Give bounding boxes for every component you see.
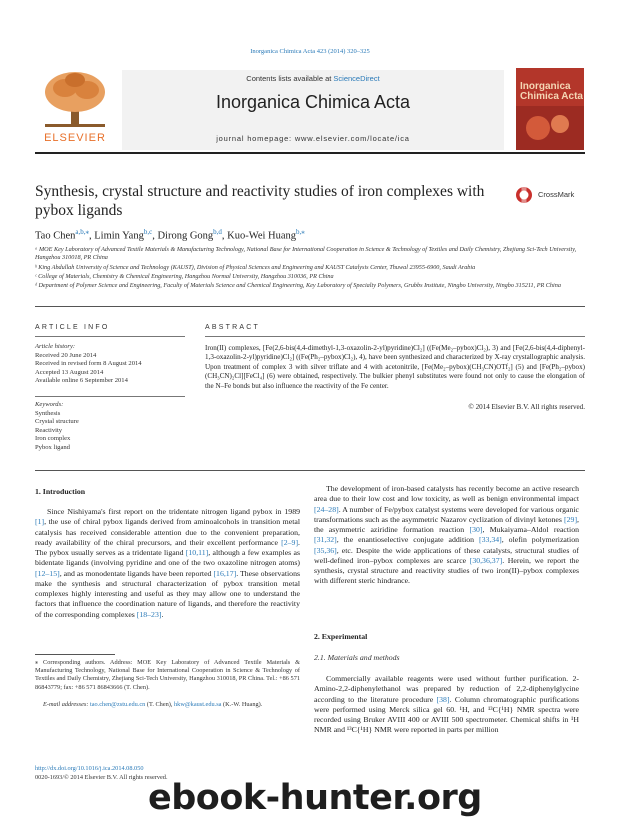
affiliation-d: ᵈ Department of Polymer Science and Engineering, Faculty of Materials Science and Chemical Engineering, Key Laboratory of Specialty Polymers, Grubbs Institute, Ningbo University, Ningbo 315211, PR China [35,282,561,289]
citation-link[interactable]: [16,17] [213,568,237,578]
citation-link[interactable]: [38] [436,694,450,704]
journal-cover-image [516,68,584,150]
cover-title-line-2: Chimica Acta [520,91,583,102]
author-affiliation-mark[interactable]: b,d [213,228,222,236]
crossmark-icon [515,186,535,204]
affiliation-b: ᵇ King Abdullah University of Science and Technology (KAUST), Division of Physical Sciences and Engineering and KAUST Catalysis Center, Thuwal 23955-6900, Saudi Arabia [35,264,476,271]
body-text: , olefin polymerization [501,535,580,545]
experimental-heading: 2. Experimental [314,632,368,641]
email-link-huang[interactable]: hkw@kaust.edu.sa [174,701,222,708]
keyword: Pybox ligand [35,443,70,451]
citation-link[interactable]: [24–28] [314,504,339,514]
history-item: Received in revised form 8 August 2014 [35,360,142,368]
materials-methods-heading: 2.1. Materials and methods [314,653,400,662]
citation-link[interactable]: [30,36,37] [469,555,503,565]
journal-title: Inorganica Chimica Acta [215,92,411,112]
abstract-copyright: © 2014 Elsevier B.V. All rights reserved. [468,403,585,411]
keywords-rule [35,396,185,397]
author-name: Dirong Gong [157,230,214,242]
history-label: Article history: [35,343,76,350]
body-text: . Herein, we report the synthesis, crystal structure and reactivity studies of two iron(II)–pybox complexes with different steric hindrance. [314,555,579,586]
keywords [35,401,185,453]
introduction-paragraph-2 [314,484,579,587]
history-item: Received 20 June 2014 [35,351,97,359]
citation-link[interactable]: [35,36] [314,545,337,555]
citation-link[interactable]: [31,32] [314,535,337,545]
journal-reference[interactable]: Inorganica Chimica Acta 423 (2014) 320–325 [250,48,370,55]
history-item: Available online 6 September 2014 [35,377,128,385]
contents-line [122,74,504,83]
citation-link[interactable]: [18–23] [136,609,162,619]
body-text: Since Nishiyama's first report on the tridentate nitrogen ligand pybox in 1989 [47,507,300,516]
body-text: Commercially available reagents were used without further purification. 2-Amino-2,2-diphenylethanol was prepared by reduction of 2,2-diphenylglycine according to the literature procedure [314,674,579,704]
cover-art [516,106,584,150]
keywords-label: Keywords: [35,401,64,408]
body-text: . The pybox usually serves as a tridentate ligand [35,537,300,557]
keyword: Iron complex [35,435,71,443]
abstract-heading: ABSTRACT [205,324,260,331]
abstract-rule [205,336,585,337]
sciencedirect-link[interactable]: ScienceDirect [333,74,380,83]
citation-link[interactable]: [29] [564,514,578,524]
author-list [35,228,305,242]
body-text: . These observations make the synthesis and structural characterization of pybox transition metal complexes highly interesting and useful as they may allow one to understand the factors that influence the coordination nature of ligands, and therefore the reactivity of the corresponding complexes [35,568,300,619]
body-text: . A number of Fe/pybox catalyst systems were developed for various organic transformations such as the asymmetric Nazarov cyclization of divinyl ketones [314,504,579,524]
body-text: . [161,609,164,619]
body-text: , and as monodentate ligands have been reported [59,568,214,578]
crossmark-label[interactable]: CrossMark [538,190,575,199]
article-info-rule [35,336,185,337]
body-text: , the use of chiral pybox ligands derived from aminoalcohols in transition metal catalysis has received considerable attention due to the convenient preparation, ready availability of the chiral precursors, and their excellent performance [35,517,300,547]
keyword: Crystal structure [35,418,79,426]
email-owner-chen: (T. Chen), [145,701,175,708]
email-owner-huang: (K.-W. Huang). [221,701,263,708]
introduction-paragraph-1 [35,507,300,620]
email-link-chen[interactable]: tao.chen@zstu.edu.cn [90,701,146,708]
contents-prefix: Contents lists available at [246,74,334,83]
author-separator: , [221,230,228,242]
cover-title-line-1: Inorganica [520,81,571,92]
keyword: Synthesis [35,409,61,417]
author-affiliation-mark[interactable]: a,b,⁎ [75,228,89,236]
author-affiliation-mark[interactable]: b,c [143,228,153,236]
article-info-heading: ARTICLE INFO [35,324,110,331]
body-text: , Mukaiyama–Aldol reaction [482,525,579,534]
body-text: , the asymmetric aziridine formation reaction [314,514,579,534]
abstract-text: Iron(II) complexes, [Fe(2,6-bis(4,4-dimethyl-1,3-oxazolin-2-yl)pyridine)Cl₂] ((Fe(Me₂–pybox)Cl₂), 3) and [Fe(2,6-bis(4,4-diphenyl-1,3-oxazolin-2-yl)pyridine)Cl₂] ((Fe(Ph₂–pybox)Cl₂), 4), have been synthesized and characterized by X-ray crystallographic analysis. Upon treatment of complex 3 with silver triflate and 4 with acetonitrile, [Fe(Me₂–pybox)(CH₃CN)OTf₂] (5) and [Fe(Ph₂–pybox)(CH₃CN)₂Cl][FeCl₄] (6) were obtained, respectively. The bulkier phenyl substitutes were found not only to cause the elongation of the N–Fe bonds but also influence the reactivity of the Fe center. [205,344,585,390]
corresponding-author-note: ⁎ Corresponding authors. Address: MOE Key Laboratory of Advanced Textile Materials & Manufacturing Technology, National Base for International Cooperation in Science & Technology of Textiles and Daily Chemistry, Zhejiang Sci-Tech University, Hangzhou 310018, PR China. Tel.: +86 571 86843779; fax: +86 571 86843666 (T. Chen). [35,659,300,691]
body-text: . Column chromatographic purifications were performed using Merck silica gel 60. ¹H, and ¹³C{¹H} NMR spectra were recorded using Bruker AVIII 400 or AVIII 500 spectrometer. Chemical shifts in ¹H NMR and ¹³C{¹H} NMR were reported in parts per million [314,694,579,735]
article-history [35,343,185,386]
footnote-rule [35,654,115,655]
citation-link[interactable]: [10,11] [185,548,209,557]
body-text: , etc. Despite the wide applications of these catalysts, structural studies of well-defined iron–pybox complexes are scarce [314,545,579,565]
citation-link[interactable]: [1] [35,517,45,527]
email-addresses [35,701,300,709]
affiliation-c: ᶜ College of Materials, Chemistry & Chemical Engineering, Hangzhou Normal University, Hangzhou 310036, PR China [35,273,334,280]
body-text: The development of iron-based catalysts has recently become an active research area due to their low cost and low toxicity, as well as benign environmental impact [314,484,579,504]
materials-paragraph [314,674,579,736]
affiliation-a: ᵃ MOE Key Laboratory of Advanced Textile Materials & Manufacturing Technology, National Base for International Cooperation in Science & Technology of Textiles and Daily Chemistry, Zhejiang Sci-Tech University, Hangzhou 310018, PR China [35,246,577,262]
header-rule [35,152,585,154]
affiliation-rule [35,306,585,307]
introduction-heading: 1. Introduction [35,487,86,496]
author-separator: , [89,230,95,242]
watermark-text: ebook-hunter.org [148,778,482,818]
citation-link[interactable]: [30] [469,525,483,534]
history-item: Accepted 13 August 2014 [35,368,104,376]
publisher-name: ELSEVIER [44,132,106,144]
issn-copyright: 0020-1693/© 2014 Elsevier B.V. All rights reserved. [35,774,168,781]
keyword: Reactivity [35,426,63,434]
author-affiliation-mark[interactable]: b,⁎ [296,228,305,236]
citation-link[interactable]: [2–9] [281,537,299,547]
author-name: Limin Yang [94,230,144,242]
citation-link[interactable]: [33,34] [479,535,502,545]
body-text: , although a few examples as bidentate ligands (involving pyridine and one of the two oxazoline nitrogen atoms) [35,548,300,568]
doi-link[interactable]: http://dx.doi.org/10.1016/j.ica.2014.08.050 [35,765,144,772]
author-name: Tao Chen [35,230,76,242]
body-text: , the enantioselective conjugate addition [336,535,480,545]
abstract-bottom-rule [35,470,585,471]
author-name: Kuo-Wei Huang [227,230,297,242]
journal-homepage[interactable]: journal homepage: www.elsevier.com/locate/ica [216,134,410,143]
email-label: E-mail addresses: [43,701,89,708]
article-title: Synthesis, crystal structure and reactivity studies of iron complexes with pybox ligands [35,183,485,219]
citation-link[interactable]: [12–15] [35,568,60,578]
author-separator: , [152,230,158,242]
